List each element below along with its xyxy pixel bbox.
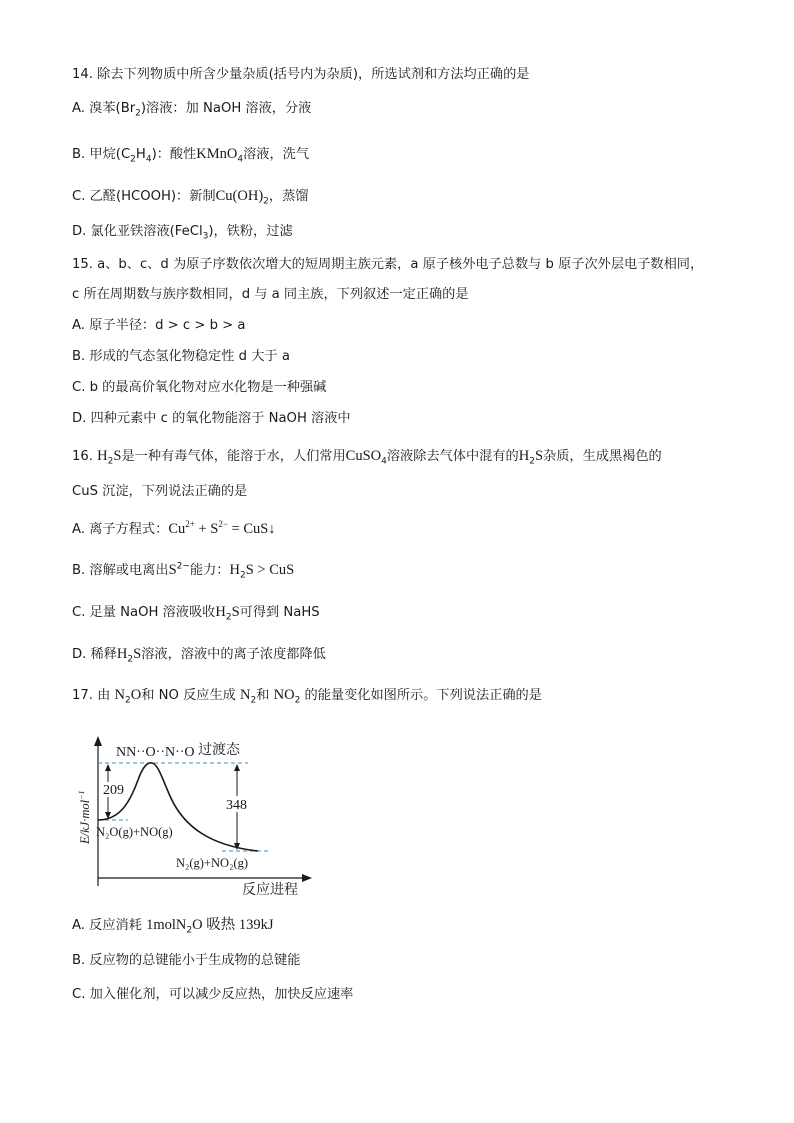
reverse-ea-arrow-top-head (234, 764, 240, 771)
energy-diagram (72, 716, 332, 906)
q16-option-a: A. 离子方程式：$Cu^{2+} + S^{2-}$ = CuS↓ (72, 519, 276, 537)
reactants-label: N₂O(g)+NO(g) (96, 825, 173, 839)
q16-option-c: C. 足量 NaOH 溶液吸收$H_2S$可得到 NaHS (72, 604, 320, 623)
products-label: N₂(g)+NO₂(g) (176, 856, 248, 870)
q14-stem: 14. 除去下列物质中所含少量杂质(括号内为杂质)，所选试剂和方法均正确的是 (72, 67, 530, 82)
q16-stem-line2: CuS 沉淀，下列说法正确的是 (72, 484, 248, 499)
q15-option-d: D. 四种元素中 c 的氧化物能溶于 NaOH 溶液中 (72, 411, 351, 426)
reverse-ea-value-label: 348 (226, 798, 247, 813)
x-axis-label: 反应进程 (242, 883, 298, 898)
q17-option-b: B. 反应物的总键能小于生成物的总键能 (72, 953, 301, 968)
q15-option-b: B. 形成的气态氢化物稳定性 d 大于 a (72, 349, 290, 364)
q14-option-b: B. 甲烷$(C_2H_4)$：酸性KMnO$_4$溶液，洗气 (72, 146, 310, 165)
transition-species-label: NN··O··N··O (116, 745, 195, 760)
q15-stem-line2: c 所在周期数与族序数相同，d 与 a 同主族，下列叙述一定正确的是 (72, 287, 469, 302)
q15-option-c: C. b 的最高价氧化物对应水化物是一种强碱 (72, 380, 327, 395)
q15-option-a: A. 原子半径：d > c > b > a (72, 318, 246, 333)
q16-option-b: B. 溶解或电离出$S^{2-}$能力：$H_2S$ > CuS (72, 561, 295, 581)
ea-value-label: 209 (103, 783, 124, 798)
y-axis-label: E/kJ·mol$^{-1}$ (77, 790, 92, 844)
q17-stem: 17. 由 $N_2O$和 NO 反应生成 $N_2$和 $NO_2$ 的能量变化如图所示。下列说法正确的是 (72, 687, 542, 706)
x-axis-arrowhead (302, 874, 312, 882)
ea-arrow-top-head (105, 764, 111, 771)
transition-state-label: 过渡态 (198, 743, 240, 758)
y-axis-arrowhead (94, 736, 102, 746)
q17-option-a: A. 反应消耗 1molN$_2$O 吸热 139kJ (72, 917, 274, 936)
q16-option-d: D. 稀释$H_2S$溶液，溶液中的离子浓度都降低 (72, 646, 326, 665)
q14-option-c: C. 乙醛(HCOOH)：新制$Cu(OH)_2$，蒸馏 (72, 188, 309, 207)
q16-stem-line1: 16. $H_2S$是一种有毒气体，能溶于水，人们常用CuSO$_4$溶液除去气体中混有的$H_2S$杂质，生成黑褐色的 (72, 448, 662, 467)
q14-option-d: D. 氯化亚铁溶液(FeCl$_3$)，铁粉，过滤 (72, 224, 293, 242)
q17-option-c: C. 加入催化剂，可以减少反应热，加快反应速率 (72, 987, 354, 1002)
q15-stem-line1: 15. a、b、c、d 为原子序数依次增大的短周期主族元素，a 原子核外电子总数与 b 原子次外层电子数相同， (72, 257, 704, 272)
q14-option-a: A. 溴苯$(Br_2)$溶液：加 NaOH 溶液，分液 (72, 101, 312, 119)
